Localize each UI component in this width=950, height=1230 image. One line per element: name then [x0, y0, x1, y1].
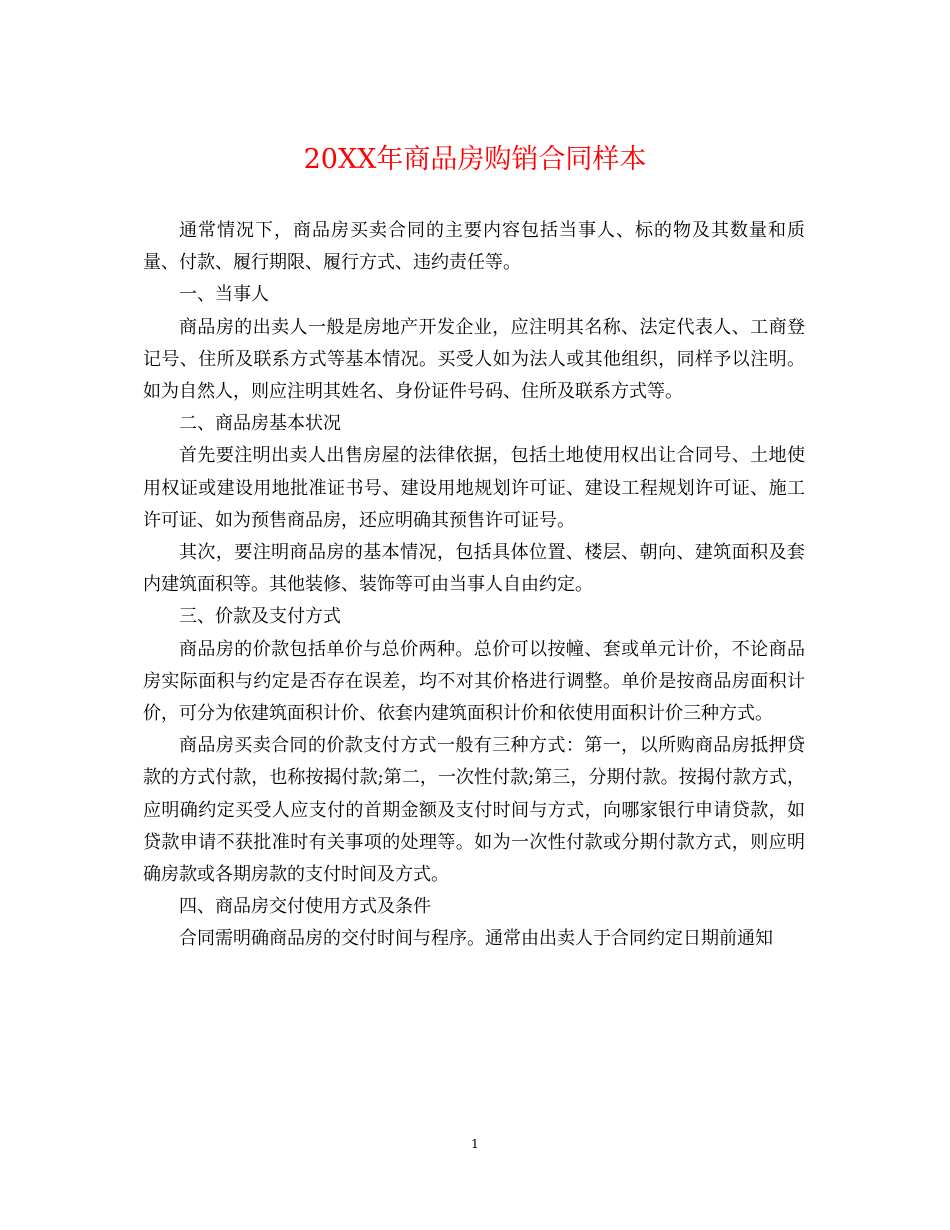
section-heading-property-status: 二、商品房基本状况 [179, 413, 341, 435]
paragraph-payment-methods: 商品房买卖合同的价款支付方式一般有三种方式：第一，以所购商品房抵押贷款的方式付款，也称按揭付款;第二，一次性付款;第三，分期付款。按揭付款方式，应明确约定买受人应支付的首期金额及支付时间与方式，向哪家银行申请贷款，如贷款申请不获批准时有关事项的处理等。如为一次性付款或分期付款方式，则应明确房款或各期房款的支付时间及方式。 [143, 735, 805, 886]
paragraph-parties: 商品房的出卖人一般是房地产开发企业，应注明其名称、法定代表人、工商登记号、住所及联系方式等基本情况。买受人如为法人或其他组织，同样予以注明。如为自然人，则应注明其姓名、身份证件号码、住所及联系方式等。 [143, 316, 805, 403]
paragraph-price: 商品房的价款包括单价与总价两种。总价可以按幢、套或单元计价，不论商品房实际面积与约定是否存在误差，均不对其价格进行调整。单价是按商品房面积计价，可分为依建筑面积计价、依套内建筑面积计价和依使用面积计价三种方式。 [143, 638, 805, 725]
section-heading-parties: 一、当事人 [179, 284, 269, 306]
document-title: 20XX年商品房购销合同样本 [303, 144, 647, 175]
section-heading-delivery: 四、商品房交付使用方式及条件 [179, 896, 431, 918]
paragraph-intro: 通常情况下，商品房买卖合同的主要内容包括当事人、标的物及其数量和质量、付款、履行期限、履行方式、违约责任等。 [143, 220, 805, 274]
paragraph-property-details: 其次，要注明商品房的基本情况，包括具体位置、楼层、朝向、建筑面积及套内建筑面积等。其他装修、装饰等可由当事人自由约定。 [143, 542, 805, 596]
paragraph-delivery: 合同需明确商品房的交付时间与程序。通常由出卖人于合同约定日期前通知 [179, 928, 773, 950]
document-body [143, 215, 805, 956]
page-number: 1 [471, 1137, 479, 1151]
paragraph-legal-basis: 首先要注明出卖人出售房屋的法律依据，包括土地使用权出让合同号、土地使用权证或建设用地批准证书号、建设用地规划许可证、建设工程规划许可证、施工许可证、如为预售商品房，还应明确其预售许可证号。 [143, 445, 805, 531]
section-heading-price-payment: 三、价款及支付方式 [179, 606, 341, 628]
